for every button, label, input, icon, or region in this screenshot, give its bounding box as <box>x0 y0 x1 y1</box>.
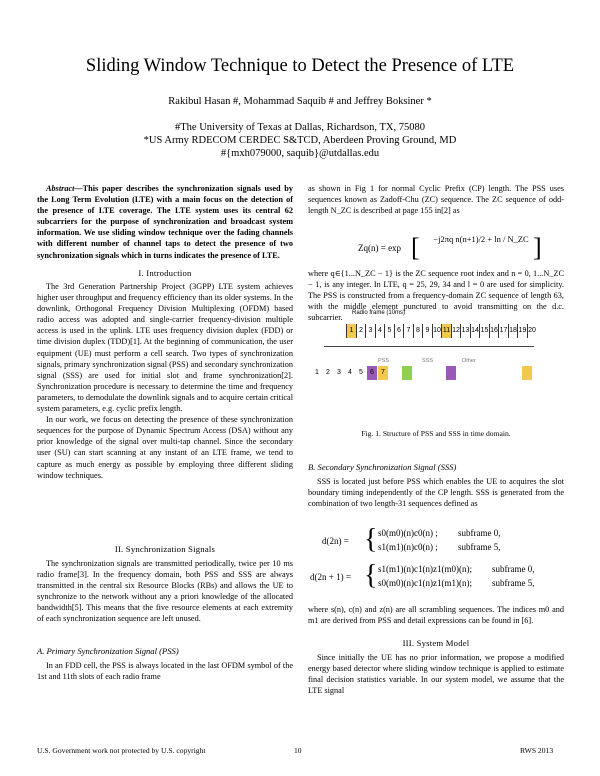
frame-row-bottom <box>312 366 552 380</box>
symbol-cell-4: 4 <box>348 369 352 376</box>
subsection-b-body <box>308 476 564 509</box>
frame-cell-15: 15 <box>479 324 489 338</box>
frame-cell-4: 4 <box>375 324 385 338</box>
frame-cell-10: 10 <box>432 324 442 338</box>
frame-cell-13: 13 <box>460 324 470 338</box>
affiliation-1: #The University of Texas at Dallas, Richardson, TX, 75080 <box>175 122 425 133</box>
section-3-body <box>308 652 564 696</box>
frame-cell-1: 1 <box>346 324 356 338</box>
eq-row-2: s1(m1)(n)c0(n) ; <box>378 542 438 552</box>
paragraph: where q∈{1...N_ZC − 1} is the ZC sequence root index and n = 0, 1...N_ZC − 1, is any integer. In LTE, q = 25, 29, 34 and l = 0 are used for simplicity. The PSS is constructed from a frequency-domain ZC sequence of length 63, with the middle element punctured to avoid transmitting on the d.c. subcarrier. <box>308 269 564 323</box>
paragraph: The 3rd Generation Partnership Project (3GPP) LTE system achieves higher user throughput and frequency efficiency than its older systems. In the downlink, Orthogonal Frequency Division Multiplexing (OFDM) based radio access was adopted and single-carrier frequency-division multiple access is used in the uplink. LTE uses frequency division duplex (FDD) or time division duplex (TDD)[1]. At the beginning of communication, the user equipment (UE) must perform a cell search. Two types of synchronization signals, primary synchronization signal (PSS) and secondary synchronization signal (SSS) are used for initial slot and frame synchronization[2]. Synchronization procedure is necessary to determine the time and frequency parameters, to demodulate the downlink signals and to acquire certain critical system parameters, e.g. cyclic prefix length. <box>37 282 293 414</box>
frame-cell-18: 18 <box>508 324 518 338</box>
paragraph: In our work, we focus on detecting the presence of these synchronization sequences for the purpose of Dynamic Spectrum Access (DSA) without any prior knowledge of the signal over multi-tap channel. Since the secondary user (SU) can start scanning at any instant of an LTE frame, we tend to capture as much energy as possible by employing three different sliding window techniques. <box>37 415 293 480</box>
frame-cell-8: 8 <box>413 324 423 338</box>
frame-cell-6: 6 <box>394 324 404 338</box>
bracket-right: ] <box>533 233 542 262</box>
eq-row-1: s0(m0)(n)c0(n) ; <box>378 528 438 538</box>
eq-row-3: s1(m1)(n)c1(n)z1(m0)(n); <box>378 564 472 574</box>
divider-line <box>324 346 534 347</box>
abstract <box>37 183 293 261</box>
section-1-title: I. Introduction <box>138 268 192 278</box>
eq-rhs: −j2πq n(n+1)/2 + ln / N_ZC <box>433 234 529 244</box>
footer-page-number: 10 <box>294 746 302 755</box>
frame-cell-3: 3 <box>365 324 375 338</box>
eq-row-2-case: subframe 5, <box>458 542 501 552</box>
eq-row-4-case: subframe 5, <box>492 578 535 588</box>
frame-cell-9: 9 <box>422 324 432 338</box>
brace-even: { <box>364 524 378 555</box>
section-3-title: III. System Model <box>402 638 470 648</box>
paragraph: Since initially the UE has no prior information, we propose a modified energy based detector where sliding window technique is applied to estimate final decision statistics variable. In our system model, we assume that the LTE signal <box>308 653 564 696</box>
affiliation-3: #{mxh079000, saquib}@utdallas.edu <box>220 148 380 159</box>
paragraph: as shown in Fig 1 for normal Cyclic Prefix (CP) length. The PSS uses sequences known as Zadoff-Chu (ZC) sequence. The ZC sequence of odd-length N_ZC is described at page 155 in[2] as <box>308 184 564 216</box>
equation-sss <box>308 524 564 600</box>
legend-sss: SSS <box>422 358 434 364</box>
right-paragraph-1 <box>308 183 564 216</box>
paragraph: where s(n), c(n) and z(n) are all scrambling sequences. The indices m0 and m1 are derived from PSS and detail expressions can be found in [6]. <box>308 605 564 626</box>
footer-copyright: U.S. Government work not protected by U.S. copyright <box>37 746 206 755</box>
figure-1 <box>312 310 562 428</box>
right-paragraph-3 <box>308 604 564 626</box>
frame-cell-7: 7 <box>403 324 413 338</box>
frame-cell-12: 12 <box>451 324 461 338</box>
figure-top-label: Radio frame (10ms) <box>352 310 406 316</box>
frame-cell-17: 17 <box>498 324 508 338</box>
legend-pss: PSS <box>378 358 390 364</box>
equation-zc <box>308 234 564 266</box>
frame-cell-16: 16 <box>489 324 499 338</box>
section-2-title: II. Synchronization Signals <box>114 544 216 554</box>
abstract-label: Abstract <box>46 184 75 193</box>
abstract-text: —This paper describes the synchronization signals used by the Long Term Evolution (LTE) with a main focus on the detection of the presence of LTE coverage. The LTE system uses its central 62 subcarriers for the purpose of synchronization and broadcast system information. We use sliding window technique over the fading channels with different number of channel taps to detect the presence of two synchronization signals which in turns indicates the presence of LTE. <box>37 184 293 260</box>
symbol-cell-3: 3 <box>337 369 341 376</box>
eq-lhs-odd: d(2n + 1) = <box>310 572 351 582</box>
legend-swatch-other <box>522 366 532 380</box>
frame-cell-20: 20 <box>527 324 537 338</box>
eq-row-1-case: subframe 0, <box>458 528 501 538</box>
frame-cell-14: 14 <box>470 324 480 338</box>
legend-swatch-pss <box>446 366 456 380</box>
eq-lhs-even: d(2n) = <box>322 536 349 546</box>
subsection-b-title: B. Secondary Synchronization Signal (SSS) <box>308 462 457 472</box>
eq-row-4: s0(m0)(n)c1(n)z1(m1)(n); <box>378 578 472 588</box>
eq-lhs: Zq(n) = exp <box>358 243 402 253</box>
symbol-cell-5: 5 <box>359 369 363 376</box>
frame-cell-5: 5 <box>384 324 394 338</box>
paragraph: The synchronization signals are transmitted periodically, twice per 10 ms radio frame[3]. In the frequency domain, both PSS and SSS are always transmitted in the central six Resource Blocks (RBs) and allows the UE to synchronize to the network without any a priori knowledge of the allocated bandwidth[5]. This means that the five resource elements at each extremity of each synchronization sequence are left unused. <box>37 559 293 624</box>
bracket-left: [ <box>411 233 420 262</box>
paragraph: SSS is located just before PSS which enables the UE to acquires the slot boundary timing independently of the CP length. SSS is generated from the combination of two length-31 sequences defined as <box>308 477 564 509</box>
subsection-a-title: A. Primary Synchronization Signal (PSS) <box>37 646 179 656</box>
symbol-cell-6: 6 <box>367 366 377 380</box>
frame-cell-2: 2 <box>356 324 366 338</box>
eq-row-3-case: subframe 0, <box>492 564 535 574</box>
frame-cell-11: 11 <box>441 324 451 338</box>
legend-other: Other <box>462 358 476 364</box>
frame-row-top <box>346 324 536 338</box>
symbol-cell-7: 7 <box>378 366 388 380</box>
symbol-cell-2: 2 <box>326 369 330 376</box>
legend-swatch-sss <box>402 366 412 380</box>
affiliation-2: *US Army RDECOM CERDEC S&TCD, Aberdeen Proving Ground, MD <box>143 135 457 146</box>
frame-cell-19: 19 <box>517 324 527 338</box>
brace-odd: { <box>364 560 378 591</box>
section-2-body <box>37 558 293 625</box>
paragraph: In an FDD cell, the PSS is always located in the last OFDM symbol of the 1st and 11th slots of each radio frame <box>37 661 293 682</box>
authors: Rakibul Hasan #, Mohammad Saquib # and Jeffrey Boksiner * <box>168 96 432 107</box>
symbol-cell-1: 1 <box>315 369 319 376</box>
subsection-a-body <box>37 660 293 682</box>
paper-title: Sliding Window Technique to Detect the Presence of LTE <box>85 56 515 76</box>
section-1-body <box>37 281 293 481</box>
figure-caption: Fig. 1. Structure of PSS and SSS in time domain. <box>361 429 511 438</box>
footer-venue: RWS 2013 <box>520 746 554 755</box>
